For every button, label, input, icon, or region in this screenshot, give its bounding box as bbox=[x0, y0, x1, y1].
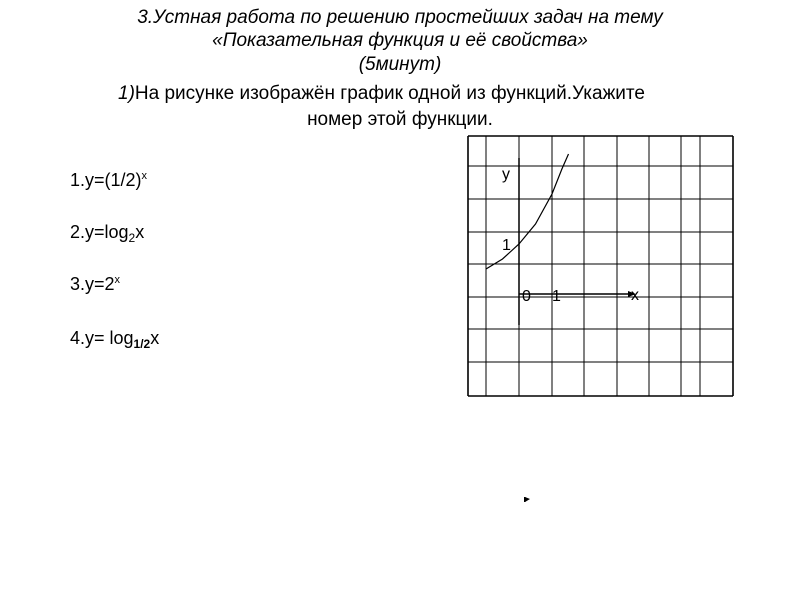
option-1-base: 1.y=(1/2) bbox=[70, 170, 142, 190]
option-3-exp: x bbox=[114, 274, 121, 286]
question-number: 1) bbox=[118, 83, 135, 104]
y-axis-label: y bbox=[502, 166, 510, 183]
time-limit: (5минут) bbox=[358, 54, 442, 75]
one-mark-x: 1 bbox=[552, 288, 561, 305]
topic-title: «Показательная функция и её свойства» bbox=[212, 30, 588, 51]
option-2-sub: 2 bbox=[128, 231, 136, 245]
task-title: 3.Устная работа по решению простейших задач на тему bbox=[137, 7, 663, 28]
x-axis-label: x bbox=[631, 287, 639, 304]
origin-label: 0 bbox=[522, 288, 531, 305]
stray-mark bbox=[524, 497, 530, 502]
option-1-exp: x bbox=[141, 170, 148, 182]
question-line-2: номер этой функции. bbox=[307, 109, 493, 130]
question-text: На рисунке изображён график одной из функций.Укажите bbox=[134, 83, 645, 104]
option-4-arg: x bbox=[150, 328, 160, 348]
option-4-sub: 1/2 bbox=[133, 337, 151, 351]
option-3-base: 3.y=2 bbox=[70, 274, 115, 294]
function-curve bbox=[486, 154, 569, 269]
option-2-base: 2.y=log bbox=[70, 222, 129, 242]
option-2-arg: x bbox=[135, 222, 145, 242]
option-4-base: 4.y= log bbox=[70, 328, 134, 348]
one-mark-y: 1 bbox=[502, 237, 511, 254]
